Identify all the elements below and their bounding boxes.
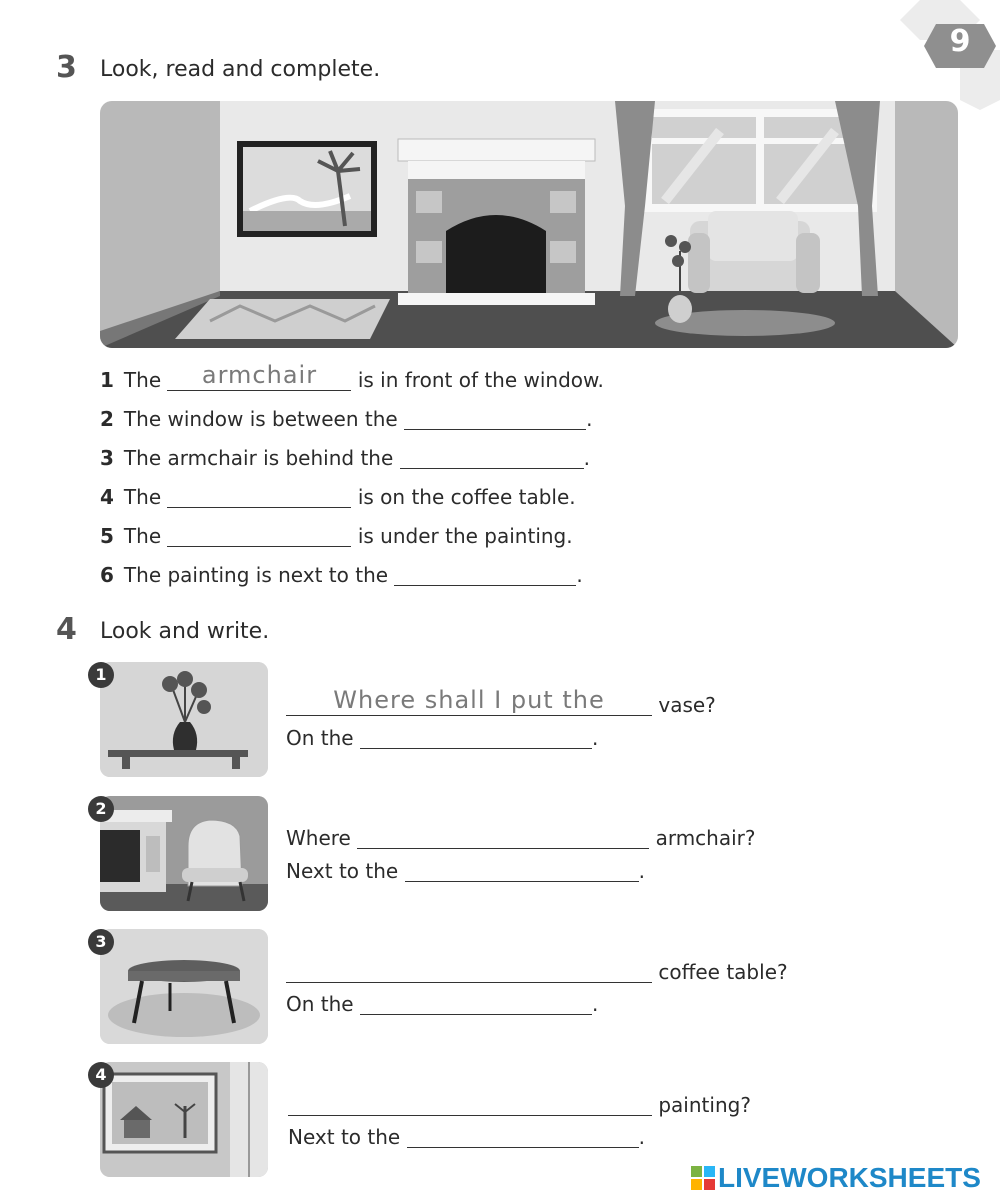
painting-window-picture [100,1062,268,1177]
ex3-item-text-after: is under the painting. [357,524,573,548]
ex4-answer-3 [286,992,598,1016]
ex4-question-3 [286,960,788,984]
ex3-item-4 [100,485,576,509]
answer-text-before: Next to the [288,1125,401,1149]
exercise-3-title: Look, read and complete. [100,57,381,82]
ex3-item-text-after: is on the coffee table. [357,485,576,509]
ex3-item-text-after: is in front of the window. [357,368,604,392]
question-text-before: Where [286,826,351,850]
item-badge-2: 2 [88,796,114,822]
item-badge-1: 1 [88,662,114,688]
ex4-question-4 [288,1093,751,1117]
question-blank-4[interactable] [288,1093,652,1116]
ex3-item-3 [100,446,590,470]
coffee-table-picture [100,929,268,1044]
ex3-item-text-before: The window is between the [123,407,398,431]
question-blank-3[interactable] [286,960,652,983]
answer-line-3[interactable] [360,992,592,1015]
ex3-item-number: 6 [100,563,114,587]
ex3-item-number: 4 [100,485,114,509]
vase-picture [100,662,268,777]
living-room-illustration [100,101,958,348]
answer-blank-6[interactable] [394,563,576,586]
answer-text-after: . [591,992,599,1016]
logo-text: LIVEWORKSHEETS [718,1162,981,1193]
answer-line-2[interactable] [405,859,639,882]
answer-text-after: . [591,726,599,750]
answer-line-4[interactable] [407,1125,639,1148]
ex3-item-text-before: The [123,368,162,392]
item-badge-4: 4 [88,1062,114,1088]
answer-text-before: On the [286,992,354,1016]
ex3-item-2 [100,407,592,431]
ex3-item-text-after: . [586,407,593,431]
ex3-item-text-before: The [123,524,162,548]
answer-blank-3[interactable] [400,446,584,469]
logo-icon [690,1165,716,1191]
ex4-answer-4 [288,1125,645,1149]
ex3-item-text-before: The painting is next to the [123,563,389,587]
answer-text-after: . [638,1125,645,1149]
ex3-item-text-after: . [576,563,583,587]
answer-blank-5[interactable] [167,524,351,547]
question-text-after: vase? [658,693,716,717]
ex4-answer-1 [286,726,598,750]
ex4-question-2 [286,826,756,850]
ex4-answer-2 [286,859,645,883]
exercise-4-number: 4 [56,612,77,647]
answer-text-before: Next to the [286,859,399,883]
item-badge-3: 3 [88,929,114,955]
answer-text-after: . [638,859,645,883]
ex3-item-number: 3 [100,446,114,470]
ex3-item-5 [100,524,573,548]
ex3-item-text-before: The [123,485,162,509]
ex3-item-1 [100,361,604,392]
answer-text: armchair [201,361,318,389]
ex3-item-number: 2 [100,407,114,431]
ex4-question-1 [286,686,716,717]
ex3-item-text-after: . [583,446,590,470]
exercise-4-title: Look and write. [100,619,270,644]
question-text-after: painting? [658,1093,751,1117]
answer-line-1[interactable] [360,726,592,749]
answer-text-before: On the [286,726,354,750]
answer-text: Where shall I put the [333,686,605,714]
ex3-item-text-before: The armchair is behind the [123,446,394,470]
liveworksheets-logo[interactable] [690,1162,981,1194]
answer-blank-4[interactable] [167,485,351,508]
answer-blank-2[interactable] [404,407,586,430]
question-blank-1[interactable] [286,686,652,716]
ex3-item-number: 1 [100,368,114,392]
page-number-badge: 9 [949,24,971,59]
question-text-after: armchair? [655,826,756,850]
question-blank-2[interactable] [357,826,649,849]
ex3-item-number: 5 [100,524,114,548]
question-text-after: coffee table? [658,960,788,984]
ex3-item-6 [100,563,583,587]
answer-blank-1[interactable] [167,361,351,391]
fireplace-armchair-picture [100,796,268,911]
exercise-3-number: 3 [56,50,77,85]
